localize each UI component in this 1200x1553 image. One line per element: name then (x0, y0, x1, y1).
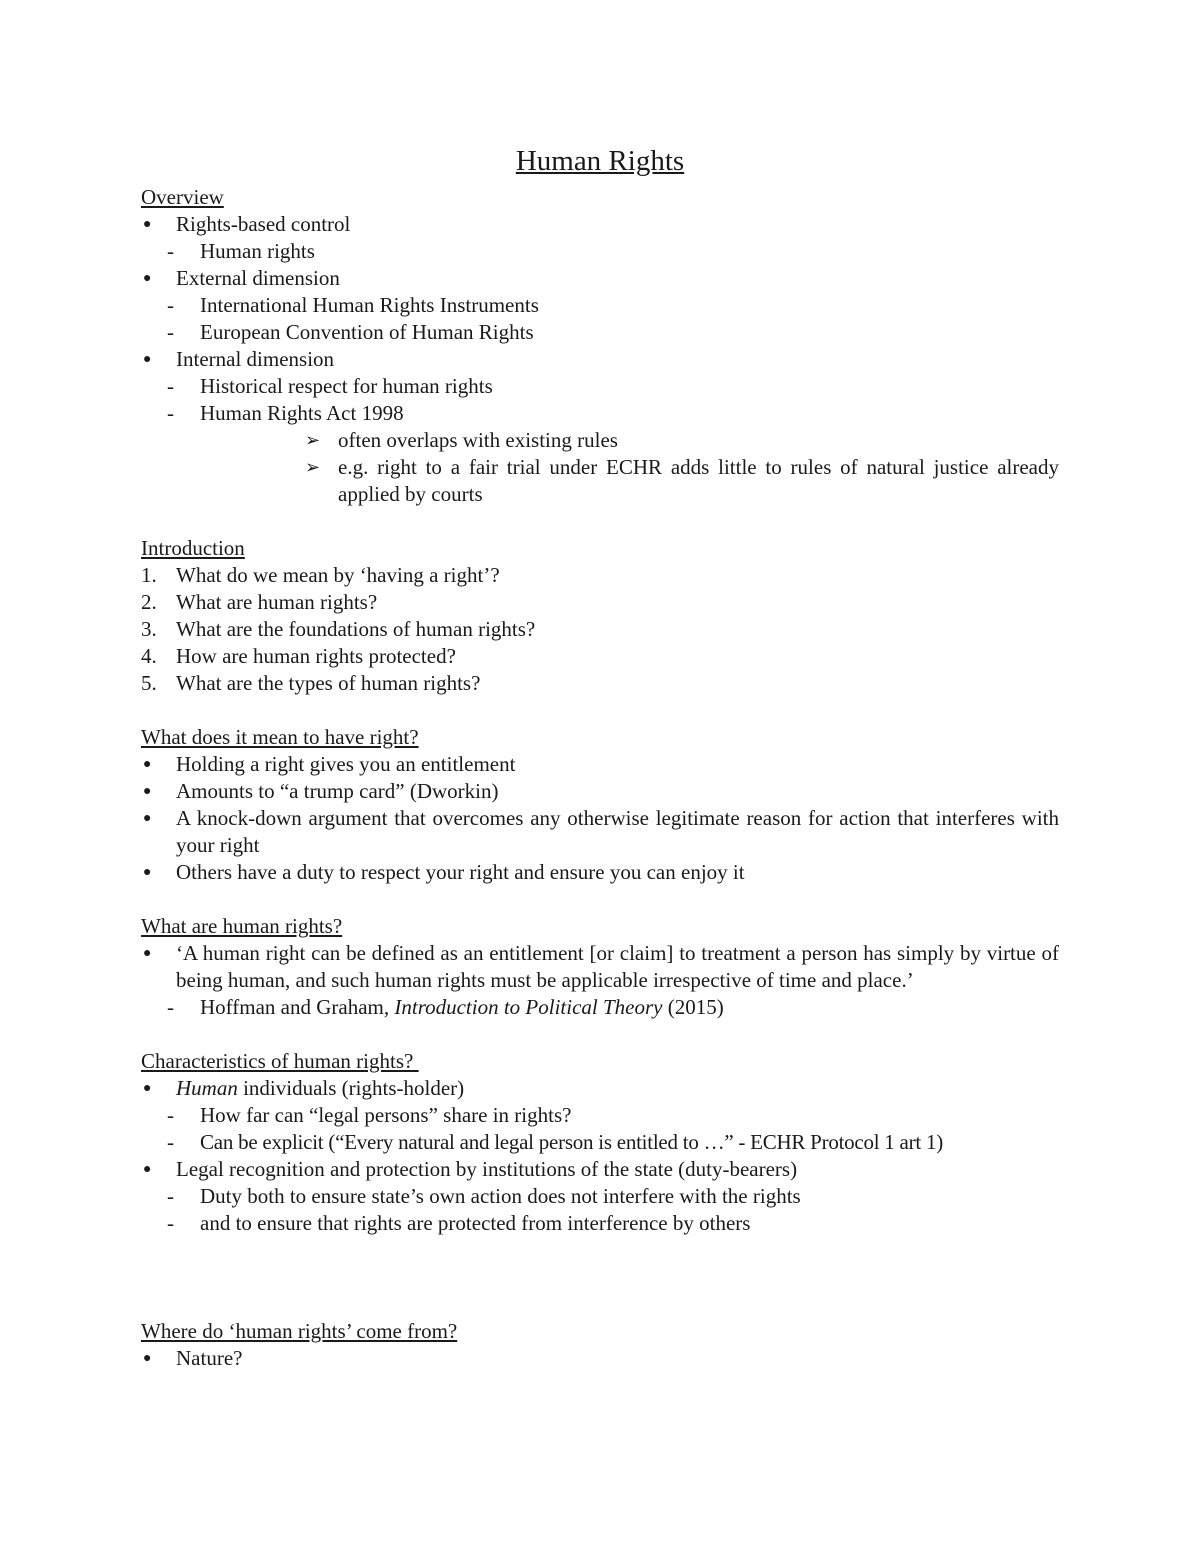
bullet-icon: ● (143, 1351, 152, 1366)
section-mean-right (141, 724, 1059, 886)
list-item: ● Others have a duty to respect your right and ensure you can enjoy it (143, 860, 745, 884)
section-characteristics (141, 1048, 1059, 1237)
section-introduction (141, 535, 1059, 697)
dash-marker: - (167, 239, 174, 263)
dash-marker: - (167, 1184, 174, 1208)
list-item: ● A knock-down argument that overcomes any otherwise legitimate reason for action that interferes with your right (143, 806, 1059, 857)
list-number: 1. (141, 563, 157, 587)
list-item: - Human Rights Act 1998 (167, 401, 404, 425)
list-item: ● Rights-based control (143, 212, 351, 236)
list-item: - Historical respect for human rights (167, 374, 493, 398)
list-item: - and to ensure that rights are protected from interference by others (167, 1211, 751, 1235)
list-item: ● Nature? (143, 1346, 243, 1370)
list-item: - Hoffman and Graham, Introduction to Political Theory (2015) (167, 995, 724, 1019)
arrow-icon: ➢ (305, 430, 321, 450)
arrow-icon: ➢ (305, 457, 321, 477)
list-item: ➢ often overlaps with existing rules (305, 428, 618, 452)
list-item: ● Human individuals (rights-holder) (143, 1076, 465, 1100)
list-item: - Duty both to ensure state’s own action does not interfere with the rights (167, 1184, 801, 1208)
section-heading: What are human rights? (141, 914, 343, 938)
bullet-icon: ● (143, 946, 152, 961)
dash-marker: - (167, 320, 174, 344)
section-heading: Overview (141, 185, 224, 209)
bullet-icon: ● (143, 811, 152, 826)
list-number: 4. (141, 644, 157, 668)
list-number: 5. (141, 671, 157, 695)
list-item (141, 940, 1059, 994)
list-item: - How far can “legal persons” share in rights? (167, 1103, 572, 1127)
bullet-icon: ● (143, 865, 152, 880)
list-item: - International Human Rights Instruments (167, 293, 539, 317)
section-overview (141, 184, 1059, 508)
list-item: - Can be explicit (“Every natural and legal person is entitled to …” - ECHR Protocol 1 art 1) (167, 1130, 943, 1154)
section-where-from (141, 1318, 1059, 1372)
list-item: ● Legal recognition and protection by institutions of the state (duty-bearers) (143, 1157, 798, 1181)
dash-marker: - (167, 401, 174, 425)
list-item: 4. How are human rights protected? (141, 644, 456, 668)
bullet-icon: ● (143, 1081, 152, 1096)
section-heading: Characteristics of human rights? (141, 1049, 419, 1073)
list-number: 2. (141, 590, 157, 614)
dash-marker: - (167, 1103, 174, 1127)
bullet-icon: ● (143, 757, 152, 772)
list-item: 3. What are the foundations of human rights? (141, 617, 536, 641)
bullet-icon: ● (143, 352, 152, 367)
bullet-icon: ● (143, 1162, 152, 1177)
list-number: 3. (141, 617, 157, 641)
section-heading: What does it mean to have right? (141, 725, 419, 749)
dash-marker: - (167, 1130, 174, 1154)
section-heading: Introduction (141, 536, 245, 560)
quote-text: ‘A human right can be defined as an entitlement [or claim] to treatment a person has simply by virtue of being human, and such human rights must be applicable irrespective of time and place.’ (176, 941, 1059, 992)
list-item: 5. What are the types of human rights? (141, 671, 481, 695)
list-item: 1. What do we mean by ‘having a right’? (141, 563, 500, 587)
bullet-icon: ● (143, 271, 152, 286)
list-item: ● Internal dimension (143, 347, 335, 371)
page-title: Human Rights (515, 145, 685, 177)
dash-marker: - (167, 1211, 174, 1235)
dash-marker: - (167, 293, 174, 317)
dash-marker: - (167, 374, 174, 398)
list-item: ● Amounts to “a trump card” (Dworkin) (143, 779, 499, 803)
bullet-icon: ● (143, 217, 152, 232)
book-title: Introduction to Political Theory (394, 995, 663, 1019)
list-item: - European Convention of Human Rights (167, 320, 534, 344)
section-what-are (141, 913, 1059, 1021)
document-page (141, 140, 1059, 1372)
section-heading: Where do ‘human rights’ come from? (141, 1319, 458, 1343)
list-item: - Human rights (167, 239, 315, 263)
bullet-icon: ● (143, 784, 152, 799)
list-item: ● External dimension (143, 266, 340, 290)
list-item: ➢ e.g. right to a fair trial under ECHR adds little to rules of natural justice already applied by courts (305, 455, 1059, 506)
list-item: 2. What are human rights? (141, 590, 378, 614)
list-item: ● Holding a right gives you an entitlement (143, 752, 516, 776)
dash-marker: - (167, 995, 174, 1019)
